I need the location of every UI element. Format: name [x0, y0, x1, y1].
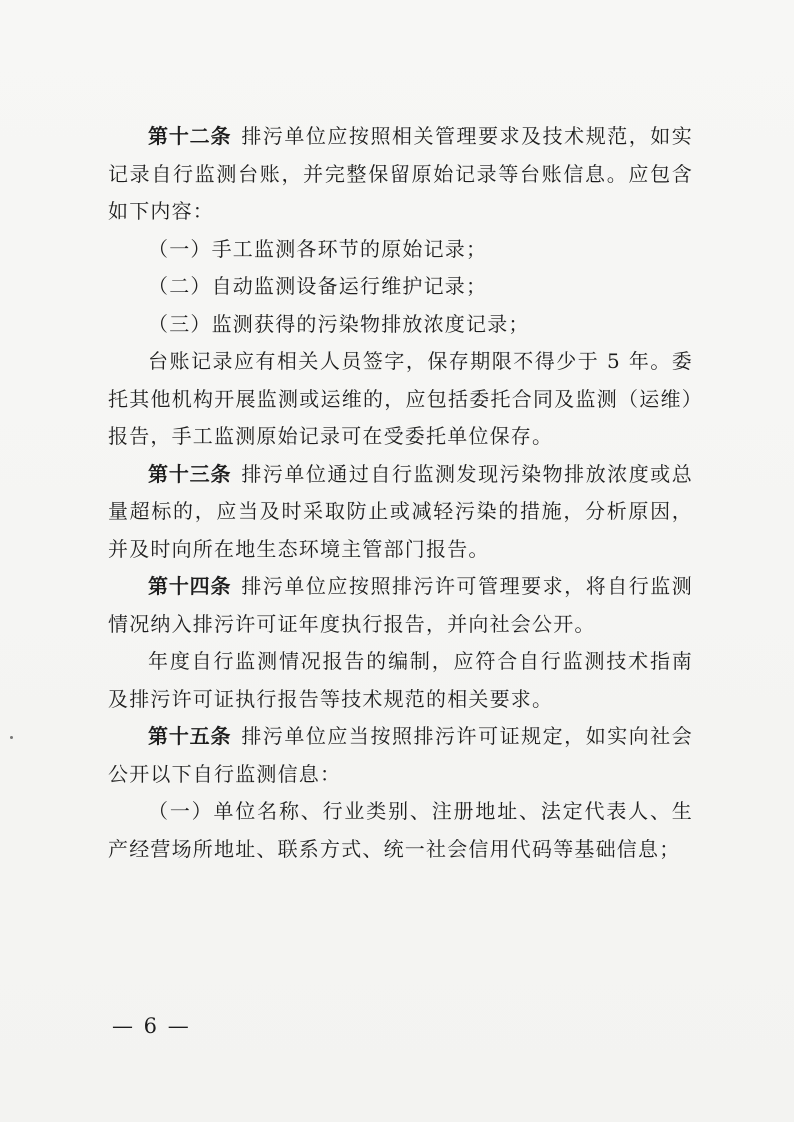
paragraph-text: （二）自动监测设备运行维护记录； — [148, 274, 488, 298]
paragraph-text: （一）手工监测各环节的原始记录； — [148, 236, 488, 261]
paragraph-text: 台账记录应有相关人员签字，保存期限不得少于 5 年。委托其他机构开展监测或运维的，应包括委托合同及监测（运维）报告，手工监测原始记录可在受委托单位保存。 — [108, 349, 693, 448]
list-item — [108, 231, 693, 269]
list-item — [108, 268, 693, 306]
scan-artifact-dot — [10, 736, 13, 739]
paragraph-text: 年度自行监测情况报告的编制，应符合自行监测技术指南及排污许可证执行报告等技术规范的相关要求。 — [108, 649, 693, 711]
paragraph-ledger-retention — [108, 343, 693, 456]
paragraph-annual-report — [108, 643, 693, 718]
paragraph-text: 排污单位通过自行监测发现污染物排放浓度或总量超标的，应当及时采取防止或减轻污染的措施，分析原因，并及时向所在地生态环境主管部门报告。 — [108, 461, 694, 561]
paragraph-text: （一）单位名称、行业类别、注册地址、法定代表人、生产经营场所地址、联系方式、统一社会信用代码等基础信息； — [108, 799, 693, 861]
paragraph-article-14 — [108, 568, 693, 643]
list-item — [108, 306, 693, 344]
paragraph-text: 排污单位应按照排污许可管理要求，将自行监测情况纳入排污许可证年度执行报告，并向社会公开。 — [108, 574, 694, 636]
paragraph-article-12 — [108, 118, 693, 231]
article-title: 第十三条 — [148, 461, 232, 486]
paragraph-text: 排污单位应当按照排污许可证规定，如实向社会公开以下自行监测信息： — [108, 724, 694, 786]
article-title: 第十四条 — [148, 574, 232, 598]
list-item — [108, 793, 693, 868]
paragraph-text: 排污单位应按照相关管理要求及技术规范，如实记录自行监测台账，并完整保留原始记录等台账信息。应包含如下内容： — [108, 124, 694, 223]
document-body — [108, 118, 693, 868]
paragraph-article-15 — [108, 718, 693, 793]
page-number: — 6 — — [112, 1014, 191, 1038]
paragraph-article-13 — [108, 456, 693, 569]
article-title: 第十二条 — [148, 124, 232, 148]
paragraph-text: （三）监测获得的污染物排放浓度记录； — [148, 311, 530, 336]
article-title: 第十五条 — [148, 724, 232, 748]
